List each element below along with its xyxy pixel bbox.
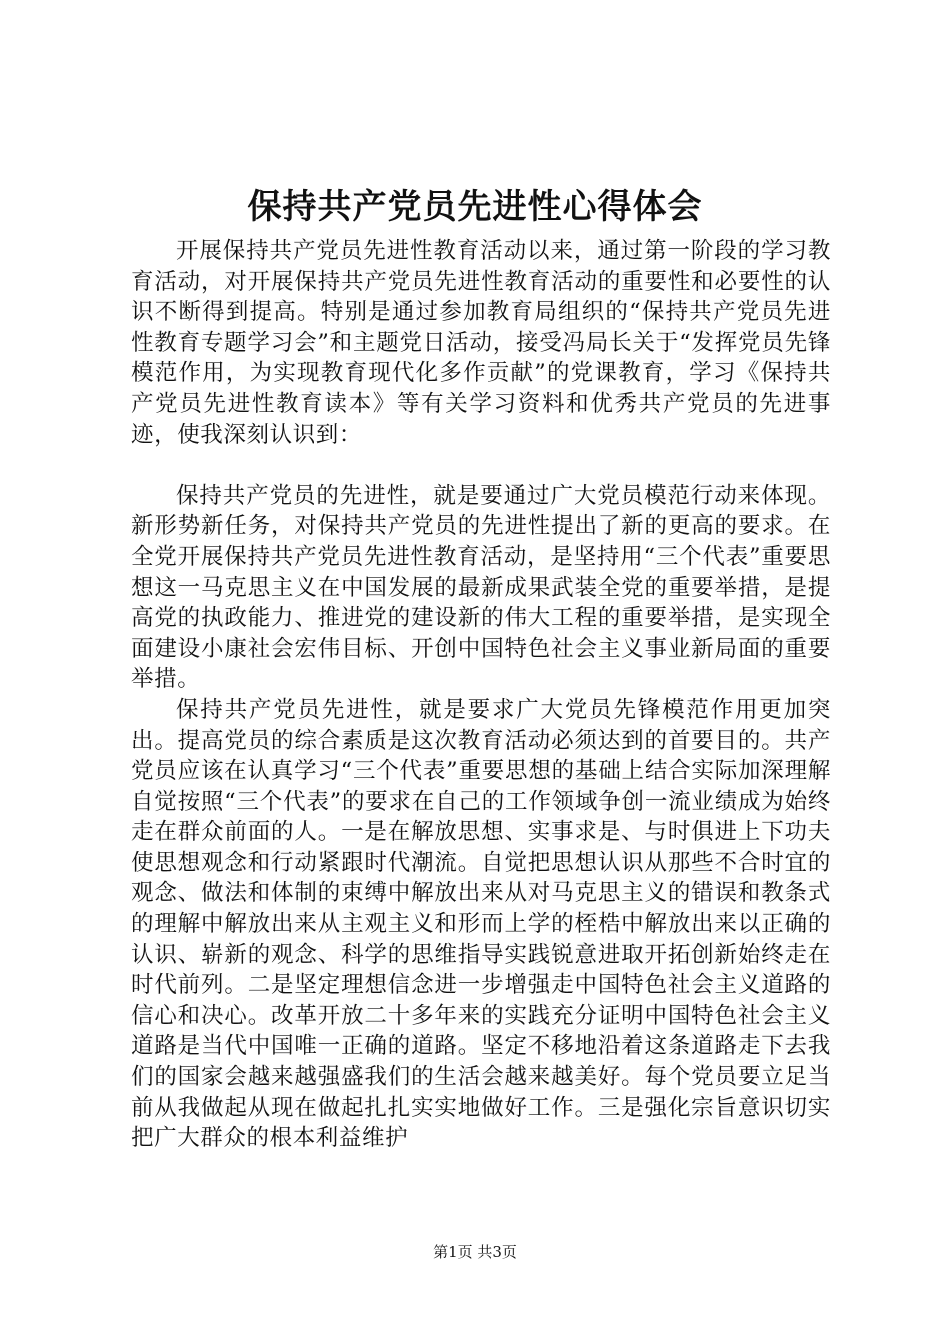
- paragraph-intro: 开展保持共产党员先进性教育活动以来，通过第一阶段的学习教育活动，对开展保持共产党员先进性教育活动的重要性和必要性的认识不断得到提高。特别是通过参加教育局组织的“保持共产党员先进性教育专题学习会”和主题党日活动，接受冯局长关于“发挥党员先锋模范作用，为实现教育现代化多作贡献”的党课教育，学习《保持共产党员先进性教育读本》等有关学习资料和优秀共产党员的先进事迹，使我深刻认识到：: [131, 238, 831, 448]
- paragraph-exemplary-role: 保持共产党员先进性，就是要求广大党员先锋模范作用更加突出。提高党员的综合素质是这次教育活动必须达到的首要目的。共产党员应该在认真学习“三个代表”重要思想的基础上结合实际加深理解自觉按照“三个代表”的要求在自己的工作领域争创一流业绩成为始终走在群众前面的人。一是在解放思想、实事求是、与时俱进上下功夫使思想观念和行动紧跟时代潮流。自觉把思想认识从那些不合时宜的观念、做法和体制的束缚中解放出来从对马克思主义的错误和教条式的理解中解放出来从主观主义和形而上学的桎梏中解放出来以正确的认识、崭新的观念、科学的思维指导实践锐意进取开拓创新始终走在时代前列。二是坚定理想信念进一步增强走中国特色社会主义道路的信心和决心。改革开放二十多年来的实践充分证明中国特色社会主义道路是当代中国唯一正确的道路。坚定不移地沿着这条道路走下去我们的国家会越来越强盛我们的生活会越来越美好。每个党员要立足当前从我做起从现在做起扎扎实实地做好工作。三是强化宗旨意识切实把广大群众的根本利益维护: [131, 696, 831, 1152]
- page-number-footer: 第1页 共3页: [433, 1243, 517, 1261]
- document-body: [131, 236, 831, 1154]
- paragraph-advancement: 保持共产党员的先进性，就是要通过广大党员模范行动来体现。新形势新任务，对保持共产党员的先进性提出了新的更高的要求。在全党开展保持共产党员先进性教育活动，是坚持用“三个代表”重要思想这一马克思主义在中国发展的最新成果武装全党的重要举措，是提高党的执政能力、推进党的建设新的伟大工程的重要举措，是实现全面建设小康社会宏伟目标、开创中国特色社会主义事业新局面的重要举措。: [131, 482, 831, 693]
- document-title: 保持共产党员先进性心得体会: [247, 187, 703, 227]
